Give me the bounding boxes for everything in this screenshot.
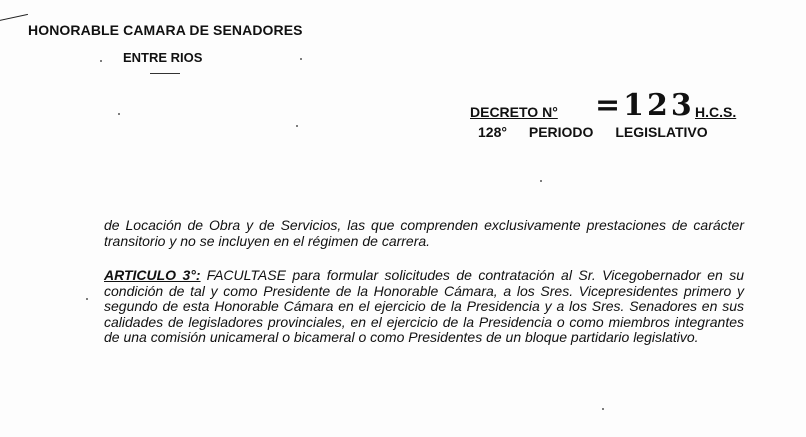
period-number: 128° bbox=[478, 124, 507, 140]
scan-speck bbox=[118, 113, 120, 115]
scan-speck bbox=[100, 60, 102, 62]
article-text: FACULTASE para formular solicitudes de contratación al Sr. Vicegobernador en su condición de tal y como Presidente de la Honorable Cámara, a los Sres. Vicepresidentes primero y segundo de esta Honorable Cámara en el ejercicio de la Presidencia y a los Sres. Senadores en sus calidades de legisladores provinciales, en el ejercicio de la Presidencia o como miembros integrantes de una comisión unicameral o bicameral o como Presidentes de un bloque partidario legislativo. bbox=[104, 267, 744, 345]
scan-speck bbox=[540, 180, 542, 182]
scan-speck bbox=[300, 58, 302, 60]
article-label: ARTICULO 3°: bbox=[104, 267, 201, 283]
decree-suffix: H.C.S. bbox=[695, 104, 737, 120]
scan-speck bbox=[602, 408, 604, 410]
scan-speck bbox=[296, 125, 298, 127]
decree-number: =123 bbox=[595, 88, 695, 123]
header-divider bbox=[150, 73, 180, 74]
scan-speck bbox=[86, 298, 88, 300]
institution-title: HONORABLE CAMARA DE SENADORES bbox=[28, 22, 303, 38]
scan-mark bbox=[0, 14, 31, 35]
decree-heading bbox=[470, 88, 737, 123]
article-3 bbox=[104, 268, 744, 346]
legislative-period bbox=[478, 124, 726, 140]
period-word: PERIODO bbox=[528, 124, 594, 140]
paragraph-continuation: de Locación de Obra y de Servicios, las que comprenden exclusivamente prestaciones de carácter transitorio y no se incluyen en el régimen de carrera. bbox=[104, 217, 744, 249]
document-body bbox=[104, 218, 744, 346]
decree-label: DECRETO N° bbox=[470, 104, 558, 120]
legislative-word: LEGISLATIVO bbox=[615, 124, 708, 140]
province-title: ENTRE RIOS bbox=[123, 50, 203, 65]
